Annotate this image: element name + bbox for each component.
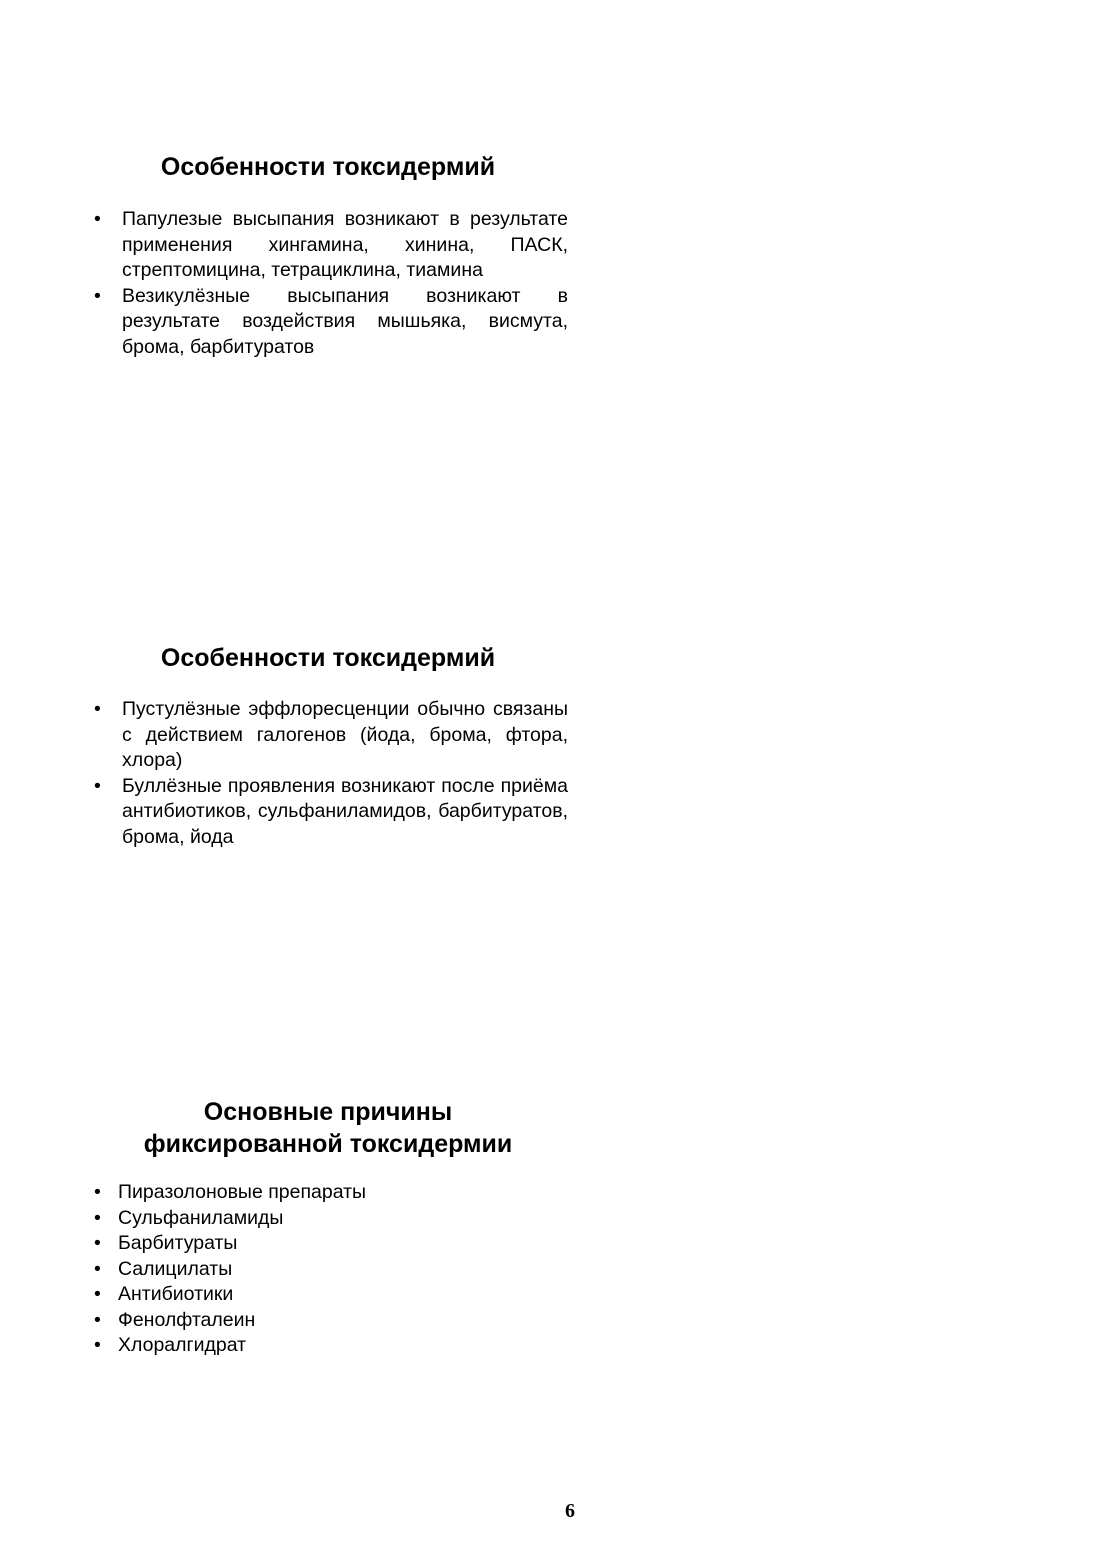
list-item-text: Антибиотики <box>118 1283 234 1305</box>
list-item-text: Барбитураты <box>118 1232 238 1254</box>
bullet-icon: • <box>94 284 101 307</box>
list-item-text: Фенолфталеин <box>118 1308 256 1331</box>
list-item-text: Папулезые высыпания возникают в результате применения хингамина, хинина, ПАСК, стрептомицина, тетрациклина, тиамина <box>122 208 568 281</box>
list-item <box>88 697 568 774</box>
list-item <box>88 1231 568 1257</box>
list-item <box>88 1206 568 1232</box>
bullet-icon: • <box>94 1232 101 1254</box>
list-item <box>88 1257 568 1283</box>
list-item-text: Сульфаниламиды <box>118 1206 284 1229</box>
section-toxidermia-features-1 <box>88 151 568 360</box>
section-toxidermia-features-2 <box>88 642 568 850</box>
bullet-icon: • <box>94 208 101 230</box>
list-item-text: Пиразолоновые препараты <box>118 1181 367 1203</box>
bullet-icon: • <box>94 1334 101 1356</box>
list-item-text: Салицилаты <box>118 1257 233 1280</box>
section-title <box>88 1096 568 1160</box>
bullet-icon: • <box>94 1283 101 1305</box>
bullet-list <box>88 207 568 360</box>
bullet-icon: • <box>94 1181 101 1203</box>
bullet-list <box>88 697 568 850</box>
section-title: Особенности токсидермий <box>160 644 496 672</box>
list-item <box>88 774 568 851</box>
list-item <box>88 207 568 284</box>
list-item <box>88 1180 568 1206</box>
list-item-text: Пустулёзные эффлоресценции обычно связаны с действием галогенов (йода, брома, фтора, хлора) <box>122 698 568 771</box>
list-item <box>88 1308 568 1334</box>
page-number: 6 <box>565 1500 575 1522</box>
bullet-icon: • <box>94 1257 101 1280</box>
list-item-text: Буллёзные проявления возникают после приёма антибиотиков, сульфаниламидов, барбитуратов, брома, йода <box>122 774 568 848</box>
section-title-line: фиксированной токсидермии <box>143 1130 513 1158</box>
list-item <box>88 1282 568 1308</box>
list-item <box>88 1333 568 1359</box>
section-fixed-toxidermia-causes <box>88 1096 568 1359</box>
list-item <box>88 284 568 361</box>
bullet-icon: • <box>94 698 101 720</box>
bullet-list <box>88 1180 568 1359</box>
list-item-text: Везикулёзные высыпания возникают в результате воздействия мышьяка, висмута, брома, барбитуратов <box>122 284 568 358</box>
bullet-icon: • <box>94 1206 101 1229</box>
section-title-line: Основные причины <box>203 1098 453 1126</box>
bullet-icon: • <box>94 774 101 797</box>
list-item-text: Хлоралгидрат <box>118 1334 247 1356</box>
section-title: Особенности токсидермий <box>160 153 496 181</box>
bullet-icon: • <box>94 1308 101 1331</box>
